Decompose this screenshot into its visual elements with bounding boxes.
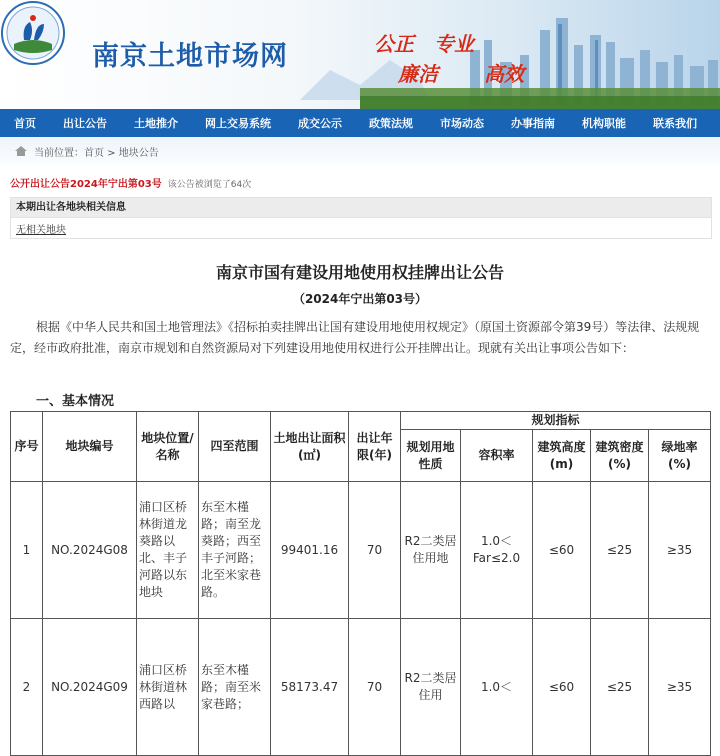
cell-green: ≥35 bbox=[649, 482, 711, 619]
breadcrumb-text[interactable]: 当前位置：首页 > 地块公告 bbox=[34, 147, 159, 159]
header-years: 出让年限(年) bbox=[349, 412, 401, 482]
nav-item-online-trading[interactable]: 网上交易系统 bbox=[205, 117, 271, 130]
slogan-text: 高效 bbox=[484, 62, 524, 86]
cell-density: ≤25 bbox=[591, 619, 649, 756]
land-plots-table bbox=[10, 411, 711, 756]
cell-area: 99401.16 bbox=[271, 482, 349, 619]
nav-item-home[interactable]: 首页 bbox=[14, 117, 36, 130]
cell-years: 70 bbox=[349, 482, 401, 619]
cell-far: 1.0＜ bbox=[461, 619, 533, 756]
home-icon bbox=[14, 145, 28, 157]
breadcrumb bbox=[0, 137, 720, 165]
header-height: 建筑高度(m) bbox=[533, 430, 591, 482]
document-title: 南京市国有建设用地使用权挂牌出让公告 bbox=[215, 263, 504, 282]
cell-height: ≤60 bbox=[533, 619, 591, 756]
site-logo[interactable] bbox=[0, 0, 66, 66]
document-subtitle: （2024年宁出第03号） bbox=[292, 292, 428, 306]
nav-item-land-promotion[interactable]: 土地推介 bbox=[134, 117, 178, 130]
header-bounds: 四至范围 bbox=[199, 412, 271, 482]
notice-title: 公开出让公告2024年宁出第03号 bbox=[10, 179, 162, 190]
slogan-text: 专业 bbox=[434, 32, 474, 56]
cell-location: 浦口区桥林街道林西路以 bbox=[137, 619, 199, 756]
header-seq: 序号 bbox=[11, 412, 43, 482]
header-location: 地块位置/名称 bbox=[137, 412, 199, 482]
nav-item-deal-results[interactable]: 成交公示 bbox=[298, 117, 342, 130]
cell-years: 70 bbox=[349, 619, 401, 756]
header-green: 绿地率(%) bbox=[649, 430, 711, 482]
cell-code: NO.2024G08 bbox=[43, 482, 137, 619]
cell-height: ≤60 bbox=[533, 482, 591, 619]
header-use: 规划用地性质 bbox=[401, 430, 461, 482]
cell-location: 浦口区桥林街道龙葵路以北、丰子河路以东地块 bbox=[137, 482, 199, 619]
main-nav bbox=[0, 109, 720, 137]
cell-use: R2二类居住用地 bbox=[401, 482, 461, 619]
view-count: 该公告被浏览了64次 bbox=[167, 180, 252, 190]
cell-code: NO.2024G09 bbox=[43, 619, 137, 756]
related-plots-box bbox=[10, 197, 712, 239]
section-heading: 一、基本情况 bbox=[36, 394, 115, 409]
header-density: 建筑密度(%) bbox=[591, 430, 649, 482]
nav-item-policies[interactable]: 政策法规 bbox=[369, 117, 413, 130]
table-row bbox=[11, 482, 711, 619]
table-row bbox=[11, 619, 711, 756]
site-header bbox=[0, 0, 720, 109]
cell-bounds: 东至木槿路；南至米家巷路； bbox=[199, 619, 271, 756]
cell-bounds: 东至木槿路；南至龙葵路；西至丰子河路；北至米家巷路。 bbox=[199, 482, 271, 619]
header-code: 地块编号 bbox=[43, 412, 137, 482]
nav-item-guide[interactable]: 办事指南 bbox=[511, 117, 555, 130]
nav-item-announcements[interactable]: 出让公告 bbox=[63, 117, 107, 130]
related-plots-link[interactable]: 无相关地块 bbox=[16, 225, 66, 236]
cell-green: ≥35 bbox=[649, 619, 711, 756]
header-far: 容积率 bbox=[461, 430, 533, 482]
cell-far: 1.0＜Far≤2.0 bbox=[461, 482, 533, 619]
nav-item-functions[interactable]: 机构职能 bbox=[582, 117, 626, 130]
notice-header bbox=[10, 175, 251, 190]
cell-density: ≤25 bbox=[591, 482, 649, 619]
related-plots-heading: 本期出让各地块相关信息 bbox=[11, 198, 711, 218]
cell-area: 58173.47 bbox=[271, 619, 349, 756]
intro-paragraph: 根据《中华人民共和国土地管理法》《招标拍卖挂牌出让国有建设用地使用权规定》（原国土资源部令第39号）等法律、法规规定，经市政府批准，南京市规划和自然资源局对下列建设用地使用权进行公开挂牌出让。现就有关出让事项公告如下： bbox=[10, 320, 700, 355]
header-planning: 规划指标 bbox=[401, 412, 711, 430]
site-title: 南京土地市场网 bbox=[92, 41, 288, 72]
cell-seq: 1 bbox=[11, 482, 43, 619]
cell-seq: 2 bbox=[11, 619, 43, 756]
header-area: 土地出让面积(㎡) bbox=[271, 412, 349, 482]
nav-item-market-news[interactable]: 市场动态 bbox=[440, 117, 484, 130]
nav-item-contact[interactable]: 联系我们 bbox=[653, 117, 697, 130]
slogan-text: 公正 bbox=[374, 32, 414, 56]
slogan-text: 廉洁 bbox=[398, 62, 438, 86]
cell-use: R2二类居住用 bbox=[401, 619, 461, 756]
